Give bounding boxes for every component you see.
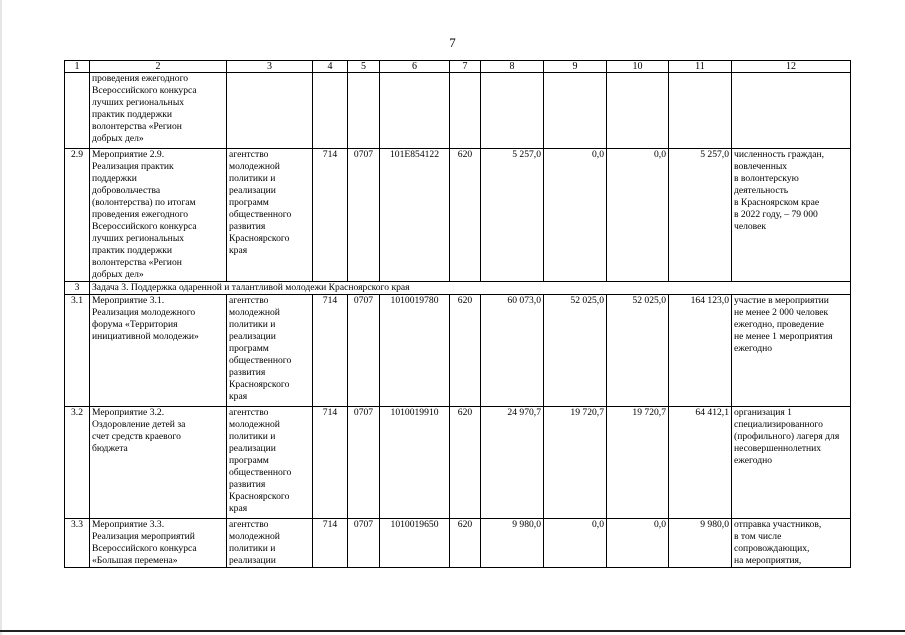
- code-target-item: 1010019910: [380, 407, 450, 519]
- expected-result-line: несовершеннолетних: [734, 443, 822, 454]
- expected-result-line: не менее 2 000 человек: [734, 307, 829, 318]
- expected-result-line: человек: [734, 221, 767, 232]
- expected-result-line: ежегодно: [734, 455, 773, 466]
- code-section: 0707: [348, 295, 380, 407]
- responsible-agency-line: развития: [229, 479, 266, 490]
- amount-year-1: 24 970,7: [481, 407, 544, 519]
- responsible-agency-line: общественного: [229, 467, 292, 478]
- measure-name-line: Мероприятие 3.2.: [92, 407, 165, 418]
- measure-name: [90, 407, 227, 519]
- expected-result: [732, 407, 851, 519]
- responsible-agency-line: политики и: [229, 431, 276, 442]
- amount-year-2: [544, 73, 607, 149]
- responsible-agency: [227, 407, 313, 519]
- responsible-agency-line: края: [229, 245, 248, 256]
- responsible-agency-line: агентство: [229, 407, 269, 418]
- measure-name-line: бюджета: [92, 443, 128, 454]
- amount-year-1: [481, 73, 544, 149]
- scan-bottom-edge: [0, 630, 905, 632]
- responsible-agency-line: агентство: [229, 295, 269, 306]
- expected-result-line: вовлеченных: [734, 161, 788, 172]
- expected-result-line: в том числе: [734, 531, 782, 542]
- responsible-agency-line: программ: [229, 455, 269, 466]
- measure-name-line: волонтерства «Регион: [92, 121, 182, 132]
- item-number: 2.9: [65, 149, 90, 282]
- code-expense-type: 620: [450, 407, 481, 519]
- measure-name-line: проведения ежегодного: [92, 209, 189, 220]
- expected-result-line: деятельность: [734, 185, 789, 196]
- column-header: 9: [544, 61, 607, 73]
- code-section: 0707: [348, 407, 380, 519]
- code-expense-type: [450, 73, 481, 149]
- responsible-agency: [227, 149, 313, 282]
- responsible-agency-line: Красноярского: [229, 491, 290, 502]
- amount-year-1: 5 257,0: [481, 149, 544, 282]
- measure-name: [90, 519, 227, 568]
- column-header: 5: [348, 61, 380, 73]
- measure-name-line: Всероссийского конкурса: [92, 85, 197, 96]
- amount-year-2: 0,0: [544, 149, 607, 282]
- expected-result-line: не менее 1 мероприятия: [734, 331, 833, 342]
- responsible-agency-line: общественного: [229, 355, 292, 366]
- code-expense-type: 620: [450, 295, 481, 407]
- measure-name-line: счет средств краевого: [92, 431, 181, 442]
- table-row: [65, 73, 851, 149]
- column-header: 6: [380, 61, 450, 73]
- measure-name-line: Оздоровление детей за: [92, 419, 186, 430]
- item-number: [65, 73, 90, 149]
- amount-total: 9 980,0: [669, 519, 732, 568]
- responsible-agency-line: Красноярского: [229, 233, 290, 244]
- amount-total: 5 257,0: [669, 149, 732, 282]
- expected-result-line: организация 1: [734, 407, 792, 418]
- item-number: 3.2: [65, 407, 90, 519]
- code-gbs: 714: [313, 407, 348, 519]
- measure-name-line: Всероссийского конкурса: [92, 221, 197, 232]
- program-table: [64, 60, 851, 568]
- amount-total: 64 412,1: [669, 407, 732, 519]
- responsible-agency-line: развития: [229, 367, 266, 378]
- scan-edge: [0, 0, 2, 635]
- expected-result: [732, 149, 851, 282]
- responsible-agency-line: агентство: [229, 149, 269, 160]
- amount-year-2: 0,0: [544, 519, 607, 568]
- responsible-agency: [227, 519, 313, 568]
- responsible-agency-line: агентство: [229, 519, 269, 530]
- responsible-agency-line: программ: [229, 197, 269, 208]
- code-gbs: 714: [313, 519, 348, 568]
- amount-year-3: 19 720,7: [607, 407, 669, 519]
- code-gbs: 714: [313, 295, 348, 407]
- responsible-agency: [227, 295, 313, 407]
- measure-name-line: (волонтерства) по итогам: [92, 197, 196, 208]
- responsible-agency-line: развития: [229, 221, 266, 232]
- measure-name-line: Реализация мероприятий: [92, 531, 195, 542]
- amount-total: 164 123,0: [669, 295, 732, 407]
- code-target-item: [380, 73, 450, 149]
- responsible-agency-line: реализации: [229, 555, 276, 566]
- expected-result-line: в Красноярском крае: [734, 197, 820, 208]
- expected-result-line: сопровождающих,: [734, 543, 810, 554]
- column-header: 3: [227, 61, 313, 73]
- section-row: [65, 282, 851, 295]
- responsible-agency-line: молодежной: [229, 307, 280, 318]
- responsible-agency-line: молодежной: [229, 531, 280, 542]
- table-row: [65, 295, 851, 407]
- measure-name: [90, 73, 227, 149]
- expected-result-line: на мероприятия,: [734, 555, 802, 566]
- expected-result: [732, 519, 851, 568]
- responsible-agency-line: молодежной: [229, 161, 280, 172]
- expected-result: [732, 295, 851, 407]
- amount-year-1: 9 980,0: [481, 519, 544, 568]
- measure-name-line: добрых дел»: [92, 133, 144, 144]
- column-header: 7: [450, 61, 481, 73]
- measure-name: [90, 295, 227, 407]
- code-target-item: 1010019780: [380, 295, 450, 407]
- column-header: 2: [90, 61, 227, 73]
- measure-name-line: Мероприятие 3.1.: [92, 295, 165, 306]
- expected-result: [732, 73, 851, 149]
- measure-name-line: лучших региональных: [92, 97, 185, 108]
- expected-result-line: численность граждан,: [734, 149, 825, 160]
- responsible-agency-line: края: [229, 503, 248, 514]
- item-number: 3.3: [65, 519, 90, 568]
- column-header: 4: [313, 61, 348, 73]
- responsible-agency-line: реализации: [229, 443, 276, 454]
- code-target-item: 101E854122: [380, 149, 450, 282]
- amount-total: [669, 73, 732, 149]
- item-number: 3.1: [65, 295, 90, 407]
- code-gbs: 714: [313, 149, 348, 282]
- measure-name-line: добрых дел»: [92, 269, 144, 280]
- responsible-agency-line: реализации: [229, 185, 276, 196]
- code-section: 0707: [348, 149, 380, 282]
- code-gbs: [313, 73, 348, 149]
- measure-name-line: Мероприятие 3.3.: [92, 519, 165, 530]
- measure-name: [90, 149, 227, 282]
- measure-name-line: Мероприятие 2.9.: [92, 149, 165, 160]
- amount-year-1: 60 073,0: [481, 295, 544, 407]
- header-row: [65, 61, 851, 73]
- responsible-agency: [227, 73, 313, 149]
- expected-result-line: в волонтерскую: [734, 173, 799, 184]
- measure-name-line: форума «Территория: [92, 319, 178, 330]
- table-row: [65, 149, 851, 282]
- measure-name-line: Реализация молодежного: [92, 307, 196, 318]
- measure-name-line: лучших региональных: [92, 233, 185, 244]
- measure-name-line: практик поддержки: [92, 109, 173, 120]
- responsible-agency-line: реализации: [229, 331, 276, 342]
- responsible-agency-line: молодежной: [229, 419, 280, 430]
- responsible-agency-line: политики и: [229, 543, 276, 554]
- measure-name-line: поддержки: [92, 173, 137, 184]
- expected-result-line: ежегодно: [734, 343, 773, 354]
- table-row: [65, 407, 851, 519]
- expected-result-line: участие в мероприятии: [734, 295, 829, 306]
- table-row: [65, 519, 851, 568]
- measure-name-line: проведения ежегодного: [92, 73, 189, 84]
- column-header: 10: [607, 61, 669, 73]
- amount-year-3: 52 025,0: [607, 295, 669, 407]
- responsible-agency-line: общественного: [229, 209, 292, 220]
- expected-result-line: (профильного) лагеря для: [734, 431, 840, 442]
- column-header: 8: [481, 61, 544, 73]
- column-header: 12: [732, 61, 851, 73]
- amount-year-3: [607, 73, 669, 149]
- column-header: 1: [65, 61, 90, 73]
- section-number: 3: [65, 282, 90, 295]
- page-number: 7: [449, 35, 456, 50]
- expected-result-line: в 2022 году, – 79 000: [734, 209, 818, 220]
- section-title: Задача 3. Поддержка одаренной и талантливой молодежи Красноярского края: [90, 282, 851, 295]
- amount-year-2: 19 720,7: [544, 407, 607, 519]
- responsible-agency-line: программ: [229, 343, 269, 354]
- expected-result-line: ежегодно, проведение: [734, 319, 824, 330]
- measure-name-line: добровольчества: [92, 185, 161, 196]
- column-header: 11: [669, 61, 732, 73]
- amount-year-3: 0,0: [607, 519, 669, 568]
- amount-year-3: 0,0: [607, 149, 669, 282]
- measure-name-line: практик поддержки: [92, 245, 173, 256]
- code-section: [348, 73, 380, 149]
- responsible-agency-line: края: [229, 391, 248, 402]
- responsible-agency-line: Красноярского: [229, 379, 290, 390]
- expected-result-line: специализированного: [734, 419, 823, 430]
- measure-name-line: «Большая перемена»: [92, 555, 178, 566]
- measure-name-line: Реализация практик: [92, 161, 174, 172]
- responsible-agency-line: политики и: [229, 173, 276, 184]
- measure-name-line: инициативной молодежи»: [92, 331, 199, 342]
- code-section: 0707: [348, 519, 380, 568]
- measure-name-line: Всероссийского конкурса: [92, 543, 197, 554]
- code-expense-type: 620: [450, 519, 481, 568]
- code-target-item: 1010019650: [380, 519, 450, 568]
- measure-name-line: волонтерства «Регион: [92, 257, 182, 268]
- expected-result-line: отправка участников,: [734, 519, 822, 530]
- code-expense-type: 620: [450, 149, 481, 282]
- responsible-agency-line: политики и: [229, 319, 276, 330]
- amount-year-2: 52 025,0: [544, 295, 607, 407]
